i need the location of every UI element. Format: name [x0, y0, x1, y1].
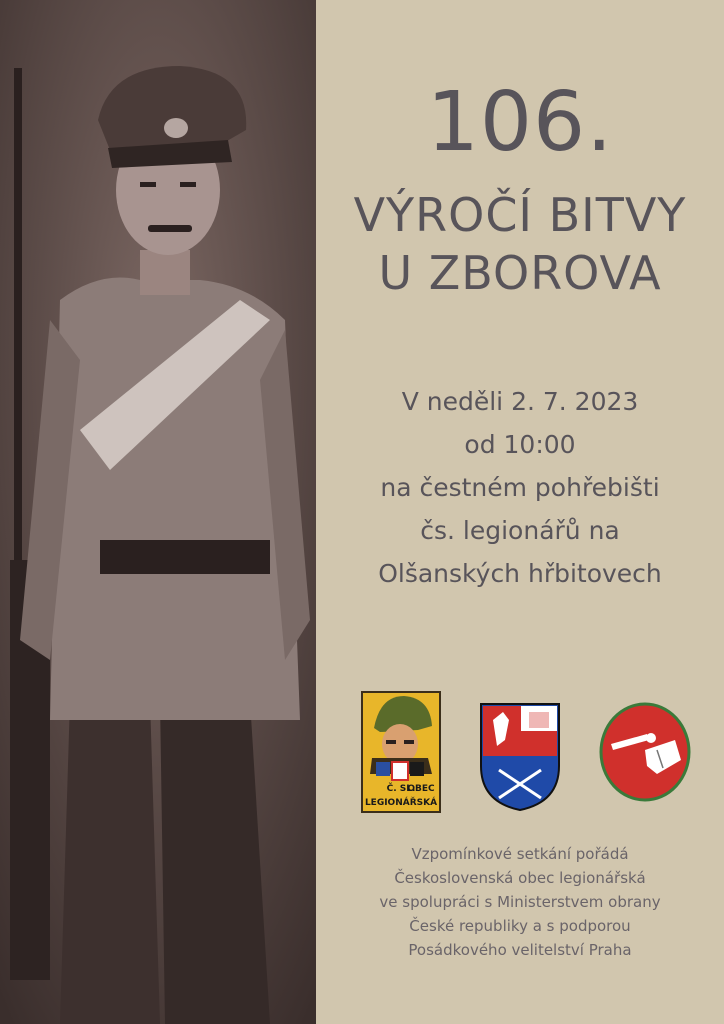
- event-place: na čestném pohřebišti: [380, 473, 660, 502]
- footer-line: České republiky a s podporou: [409, 917, 631, 935]
- poster-text-panel: [316, 0, 724, 1024]
- title-line: VÝROČÍ BITVY: [353, 188, 687, 242]
- event-time: od 10:00: [464, 430, 576, 459]
- military-coat-of-arms-icon: [479, 690, 561, 818]
- organizer-note: [316, 842, 724, 962]
- logos-row: [316, 690, 724, 815]
- sword-arm-emblem-icon: [597, 700, 693, 808]
- badge-text: LEGIONÁŘSKÁ: [364, 798, 438, 808]
- soldier-silhouette-icon: [0, 0, 316, 1024]
- page-title: [316, 186, 724, 302]
- soldier-photo: [0, 0, 316, 1024]
- event-date: V neděli 2. 7. 2023: [401, 387, 639, 416]
- badge-text: OBEC: [407, 784, 435, 794]
- event-place: Olšanských hřbitovech: [378, 559, 662, 588]
- footer-line: Posádkového velitelství Praha: [408, 941, 632, 959]
- title-line: U ZBOROVA: [378, 246, 662, 300]
- anniversary-number: 106.: [426, 75, 614, 170]
- footer-line: Vzpomínkové setkání pořádá: [411, 845, 629, 863]
- footer-line: Československá obec legionářská: [394, 869, 646, 887]
- footer-line: ve spolupráci s Ministerstvem obrany: [379, 893, 661, 911]
- event-place: čs. legionářů na: [420, 516, 620, 545]
- event-details: [316, 380, 724, 595]
- badge-text: Č. SL.: [386, 784, 416, 794]
- legionnaire-badge-icon: [360, 690, 442, 818]
